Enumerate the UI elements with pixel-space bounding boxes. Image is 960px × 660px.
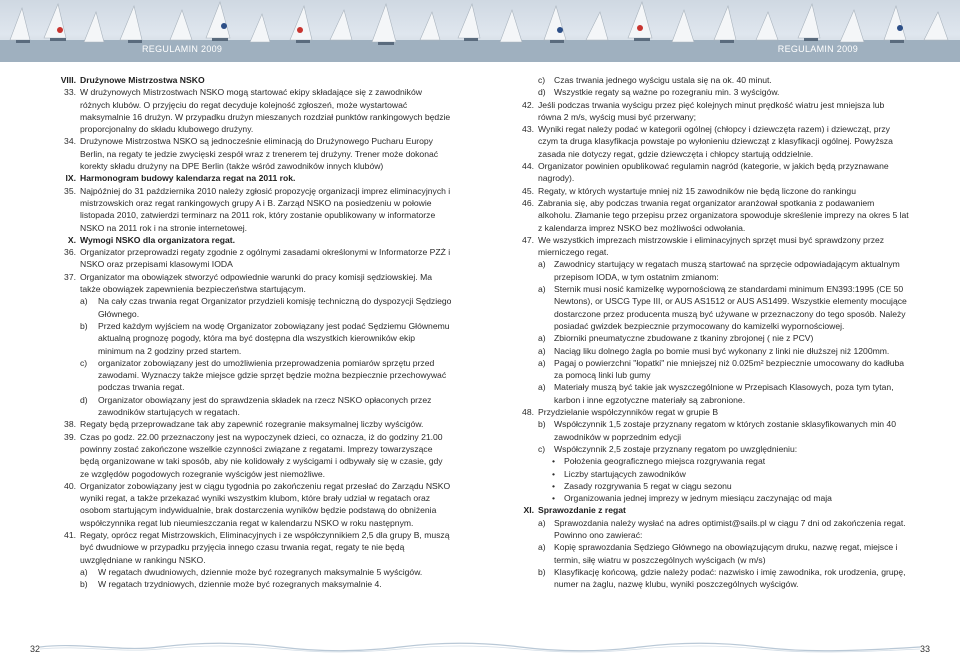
item-text: Organizator powinien opublikować regulamin nagród (kategorie, w jakich będą przyznawane nagrody). [538, 161, 889, 184]
paragraph-item [50, 431, 452, 480]
item-number: 46. [522, 197, 534, 208]
item-text: Najpóźniej do 31 października 2010 należy zgłosić propozycję organizacji imprez eliminacyjnych i mistrzowskich oraz regat rankingowych grupy A i B. Zarząd NSKO na posiedzeniu w połowie listopada 2010, zatwierdzi terminarz na 2011 rok, który zostanie opublikowany w informatorze NSKO na 2011 rok i na stronie internetowej. [80, 185, 451, 233]
item-number: VIII. [60, 75, 76, 85]
paragraph-item [508, 283, 910, 332]
paragraph-item [508, 74, 910, 86]
paragraph-item [50, 566, 452, 578]
paragraph-item [508, 381, 910, 406]
item-text: Sprawozdania należy wysłać na adres optimist@sails.pl w ciągu 7 dni od zakończenia regat. Powinno ono zawierać: [554, 517, 906, 540]
paragraph-item [508, 541, 910, 566]
item-number: a) [80, 296, 88, 307]
item-number: b) [538, 566, 546, 577]
item-text: Przydzielanie współczynników regat w grupie B [538, 407, 719, 418]
item-text: Organizator przeprowadzi regaty zgodnie z ogólnymi zasadami określonymi w Informatorze PZŻ i NSKO oraz przepisami klasowymi IODA [80, 247, 451, 270]
item-text: Wyniki regat należy podać w kategorii ogólnej (chłopcy i dziewczęta razem) i dziewcząt, przy czym ta druga klasyfikacja powstaje po wyłonieniu dziewcząt z klasyfikacji ogólnej. Powyższa zasada nie dotyczy regat, gdzie dziewczęta i chłopcy startują oddzielnie. [538, 124, 893, 159]
item-number: c) [538, 75, 546, 85]
item-text: Wymogi NSKO dla organizatora regat. [80, 234, 236, 245]
item-text: Zasady rozgrywania 5 regat w ciągu sezonu [564, 480, 732, 491]
item-text: Na cały czas trwania regat Organizator przydzieli komisję techniczną do dyspozycji Sędziego Głównego. [98, 296, 452, 319]
item-text: Sprawozdanie z regat [538, 505, 626, 516]
item-number: 36. [64, 247, 76, 258]
right-column [508, 74, 910, 590]
item-text: organizator zobowiązany jest do umożliwienia przeprowadzenia pomiarów sprzętu przed zawodami. Wyznaczy także miejsce gdzie sprzęt będzie można bezpiecznie przechowywać podczas trwania regat. [98, 357, 447, 393]
header-label-left: REGULAMIN 2009 [142, 44, 223, 54]
item-text: W regatach dwudniowych, dziennie może być rozegranych maksymalnie 5 wyścigów. [98, 566, 423, 577]
item-text: Czas trwania jednego wyścigu ustala się na ok. 40 minut. [554, 75, 772, 85]
bullet-item [508, 468, 910, 480]
footer-wave-decoration [40, 640, 920, 654]
header-banner-photo [0, 0, 960, 62]
left-column [50, 74, 452, 590]
item-text: Liczby startujących zawodników [564, 468, 686, 479]
item-text: Regaty będą przeprowadzane tak aby zapewnić rozegranie maksymalnej liczby wyścigów. [80, 419, 424, 430]
item-text: Regaty, oprócz regat Mistrzowskich, Eliminacyjnych i ze współczynnikiem 2,5 dla grupy B, muszą być dwudniowe w przypadku przyjęcia innego czasu trwania regat, regaty te nie będą uwzględniane w rankingu NSKO. [80, 529, 450, 565]
item-text: Organizowania jednej imprezy w jednym miesiącu zaczynając od maja [564, 493, 832, 504]
paragraph-item [50, 246, 452, 271]
item-text: Zawodnicy startujący w regatach muszą startować na sprzęcie odpowiadającym aktualnym przepisom IODA, w tym ostatnim zmianom: [554, 259, 900, 282]
item-number: 34. [64, 136, 76, 147]
page-number-left: 32 [30, 644, 41, 654]
item-text: Współczynnik 2,5 zostaje przyznany regatom po uwzględnieniu: [554, 443, 798, 454]
paragraph-item [508, 197, 910, 234]
paragraph-item [50, 394, 452, 419]
paragraph-item [50, 86, 452, 135]
item-number: 43. [522, 124, 534, 135]
paragraph-item [508, 258, 910, 283]
item-number: 42. [522, 99, 534, 110]
item-number: IX. [65, 173, 76, 184]
item-number: b) [80, 320, 88, 331]
paragraph-item [50, 271, 452, 296]
item-number: a) [538, 333, 546, 344]
paragraph-item [508, 443, 910, 455]
paragraph-item [508, 406, 910, 418]
item-text: Drużynowe Mistrzostwa NSKO są jednocześnie eliminacją do Drużynowego Pucharu Europy Berlin, na regaty te jedzie zwycięski zespół wraz z trenerem tej drużyny. Trener może dokonać korekty składu drużyny na DPE Berlin (także wśród zawodników innych klubów) [80, 136, 439, 172]
paragraph-item [50, 185, 452, 234]
item-text: Regaty, w których wystartuje mniej niż 15 zawodników nie będą liczone do rankingu [538, 185, 856, 196]
item-number: 45. [522, 185, 534, 196]
paragraph-item [508, 332, 910, 344]
paragraph-item [50, 529, 452, 566]
item-number: d) [80, 394, 88, 405]
paragraph-item [50, 480, 452, 529]
item-text: Materiały muszą być takie jak wyszczególnione w Przepisach Klasowych, poza tym tytan, karbon i inne egzotyczne materiały są zabronione. [554, 382, 894, 405]
header-label-right: REGULAMIN 2009 [777, 44, 858, 54]
item-text: Współczynnik 1,5 zostaje przyznany regatom w których zostanie sklasyfikowanych min 40 zawodników w poprzednim edycji [554, 419, 896, 442]
paragraph-item [50, 320, 452, 357]
bullet-item [508, 455, 910, 467]
paragraph-item [508, 345, 910, 357]
item-number: a) [538, 382, 546, 393]
section-heading [50, 74, 452, 86]
item-number: d) [538, 87, 546, 98]
item-number: a) [538, 517, 546, 528]
item-number: X. [67, 234, 76, 245]
item-number: 41. [64, 529, 76, 540]
item-number: • [552, 480, 556, 491]
item-number: 35. [64, 185, 76, 196]
item-number: 48. [522, 407, 534, 418]
item-text: Pagaj o powierzchni "łopatki" nie mniejszej niż 0.025m² bezpiecznie umocowany do kadłuba za pomocą linki lub gumy [554, 357, 905, 381]
paragraph-item [50, 135, 452, 172]
item-text: Wszystkie regaty są ważne po rozegraniu min. 3 wyścigów. [554, 87, 780, 98]
bullet-item [508, 492, 910, 504]
item-number: c) [538, 443, 546, 454]
paragraph-item [50, 578, 452, 590]
item-text: Kopię sprawozdania Sędziego Głównego na obowiązującym druku, nazwę regat, miejsce i termin, siłę wiatru w poszczególnych wyścigach (w m/s) [554, 542, 898, 565]
item-number: a) [80, 566, 88, 577]
item-text: Sternik musi nosić kamizelkę wypornościową ze standardami minimum EN393:1995 (CE 50 Newtons), or USCG Type III, or AUS AS1512 or AUS AS1499. Wszystkie elementy mocujące dostarczone przez producenta muszą być używane w przeznaczony do tego sposób. Należy posiadać gwizdek bezpiecznie przymocowany do kamizelki wypornościowej. [554, 284, 907, 331]
item-number: 40. [64, 480, 76, 491]
item-number: 33. [64, 87, 76, 98]
item-text: Jeśli podczas trwania wyścigu przez pięć kolejnych minut prędkość wiatru jest mniejsza lub równa 2 m/s, wyścig musi być przerwany; [538, 99, 885, 122]
item-text: Organizator obowiązany jest do sprawdzenia składek na rzecz NSKO opłaconych przez zawodników startujących w regatach. [98, 394, 432, 418]
paragraph-item [50, 357, 452, 394]
item-number: • [552, 493, 556, 504]
item-text: Klasyfikację końcową, gdzie należy podać: nazwisko i imię zawodnika, rok urodzenia, grupę, numer na żaglu, nazwę klubu, wyniki poszczególnych wyścigów. [554, 566, 906, 590]
item-number: 39. [64, 431, 76, 442]
page-number-right: 33 [920, 644, 931, 654]
item-text: Zbiorniki pneumatyczne zbudowane z tkaniny zbrojonej ( nie z PCV) [554, 333, 814, 344]
item-number: XI. [523, 505, 534, 516]
item-text: Drużynowe Mistrzostwa NSKO [80, 75, 205, 85]
item-text: Przed każdym wyjściem na wodę Organizator zobowiązany jest podać Sędziemu Głównemu aktualną prognozę pogody, która ma być dostępna dla wszystkich kierowników ekip minimum na 2 godziny przed startem. [98, 320, 450, 356]
item-number: 37. [64, 271, 76, 282]
section-heading [50, 234, 452, 246]
paragraph-item [508, 99, 910, 124]
item-number: 44. [522, 161, 534, 172]
item-text: W regatach trzydniowych, dziennie może być rozegranych maksymalnie 4. [98, 579, 382, 590]
item-number: • [552, 456, 556, 467]
item-text: Organizator zobowiązany jest w ciągu tygodnia po zakończeniu regat przesłać do Zarządu NSKO wyniki regat, a także przekazać wyniki wszystkim klubom, które brały udział w regatach oraz osobom startującym indywidualnie, brak dostarczenia wyników będzie podstawą do obniżenia współczynnika regat lub nieumieszczania regat w kalendarzu NSKO w roku następnym. [80, 480, 451, 528]
item-text: Naciąg liku dolnego żagla po bomie musi być wykonany z linki nie dłuższej niż 1200mm. [554, 345, 890, 356]
paragraph-item [508, 160, 910, 185]
paragraph-item [508, 517, 910, 542]
paragraph-item [50, 418, 452, 430]
item-number: a) [538, 284, 546, 295]
item-text: W drużynowych Mistrzostwach NSKO mogą startować ekipy składające się z zawodników różnych klubów. O przyjęciu do regat decyduje kolejność zgłoszeń, może wystartować maksymalnie 16 drużyn. W przypadku drużyn mieszanych rozdział punktów rankingowych będzie proporcjonalny do składu klubowego drużyny. [80, 87, 451, 135]
section-heading [50, 172, 452, 184]
item-number: a) [538, 345, 546, 356]
item-number: 38. [64, 419, 76, 430]
item-text: Harmonogram budowy kalendarza regat na 2011 rok. [80, 173, 296, 184]
item-text: We wszystkich imprezach mistrzowskie i eliminacyjnych sprzęt musi być sprawdzony przez mierniczego regat. [538, 234, 885, 258]
item-text: Zabrania się, aby podczas trwania regat organizator aranżował spotkania z podawaniem alkoholu. Złamanie tego przepisu przez organizatora spowoduje skreślenie imprezy na okres 5 lat z kalendarza imprez NSKO bez możliwości odwołania. [538, 197, 909, 233]
paragraph-item [508, 185, 910, 197]
paragraph-item [508, 357, 910, 382]
paragraph-item [508, 123, 910, 160]
section-heading [508, 504, 910, 516]
item-text: Położenia geograficznego miejsca rozgrywania regat [564, 456, 766, 467]
item-number: b) [80, 579, 88, 590]
paragraph-item [50, 295, 452, 320]
item-number: a) [538, 542, 546, 553]
item-number: a) [538, 259, 546, 270]
item-number: • [552, 468, 556, 479]
item-text: Organizator ma obowiązek stworzyć odpowiednie warunki do pracy komisji sędziowskiej. Ma także obowiązek zapewnienia bezpieczeństwa startującym. [80, 271, 433, 295]
paragraph-item [508, 566, 910, 591]
paragraph-item [508, 86, 910, 98]
item-text: Czas po godz. 22.00 przeznaczony jest na wypoczynek dzieci, co oznacza, iż do godziny 21.00 powinny zostać zakończone wszelkie czynności związane z regatami. Imprezy towarzyszące będą organizowane w taki sposób, aby nie kolidowały z wyścigami i odbywały się w czasie, gdy ze względów pogodowych rozegranie wyścigów jest niemożliwe. [80, 431, 443, 479]
item-number: 47. [522, 234, 534, 245]
item-number: c) [80, 357, 88, 368]
item-number: b) [538, 419, 546, 430]
bullet-item [508, 480, 910, 492]
paragraph-item [508, 418, 910, 443]
item-number: a) [538, 357, 546, 368]
paragraph-item [508, 234, 910, 259]
